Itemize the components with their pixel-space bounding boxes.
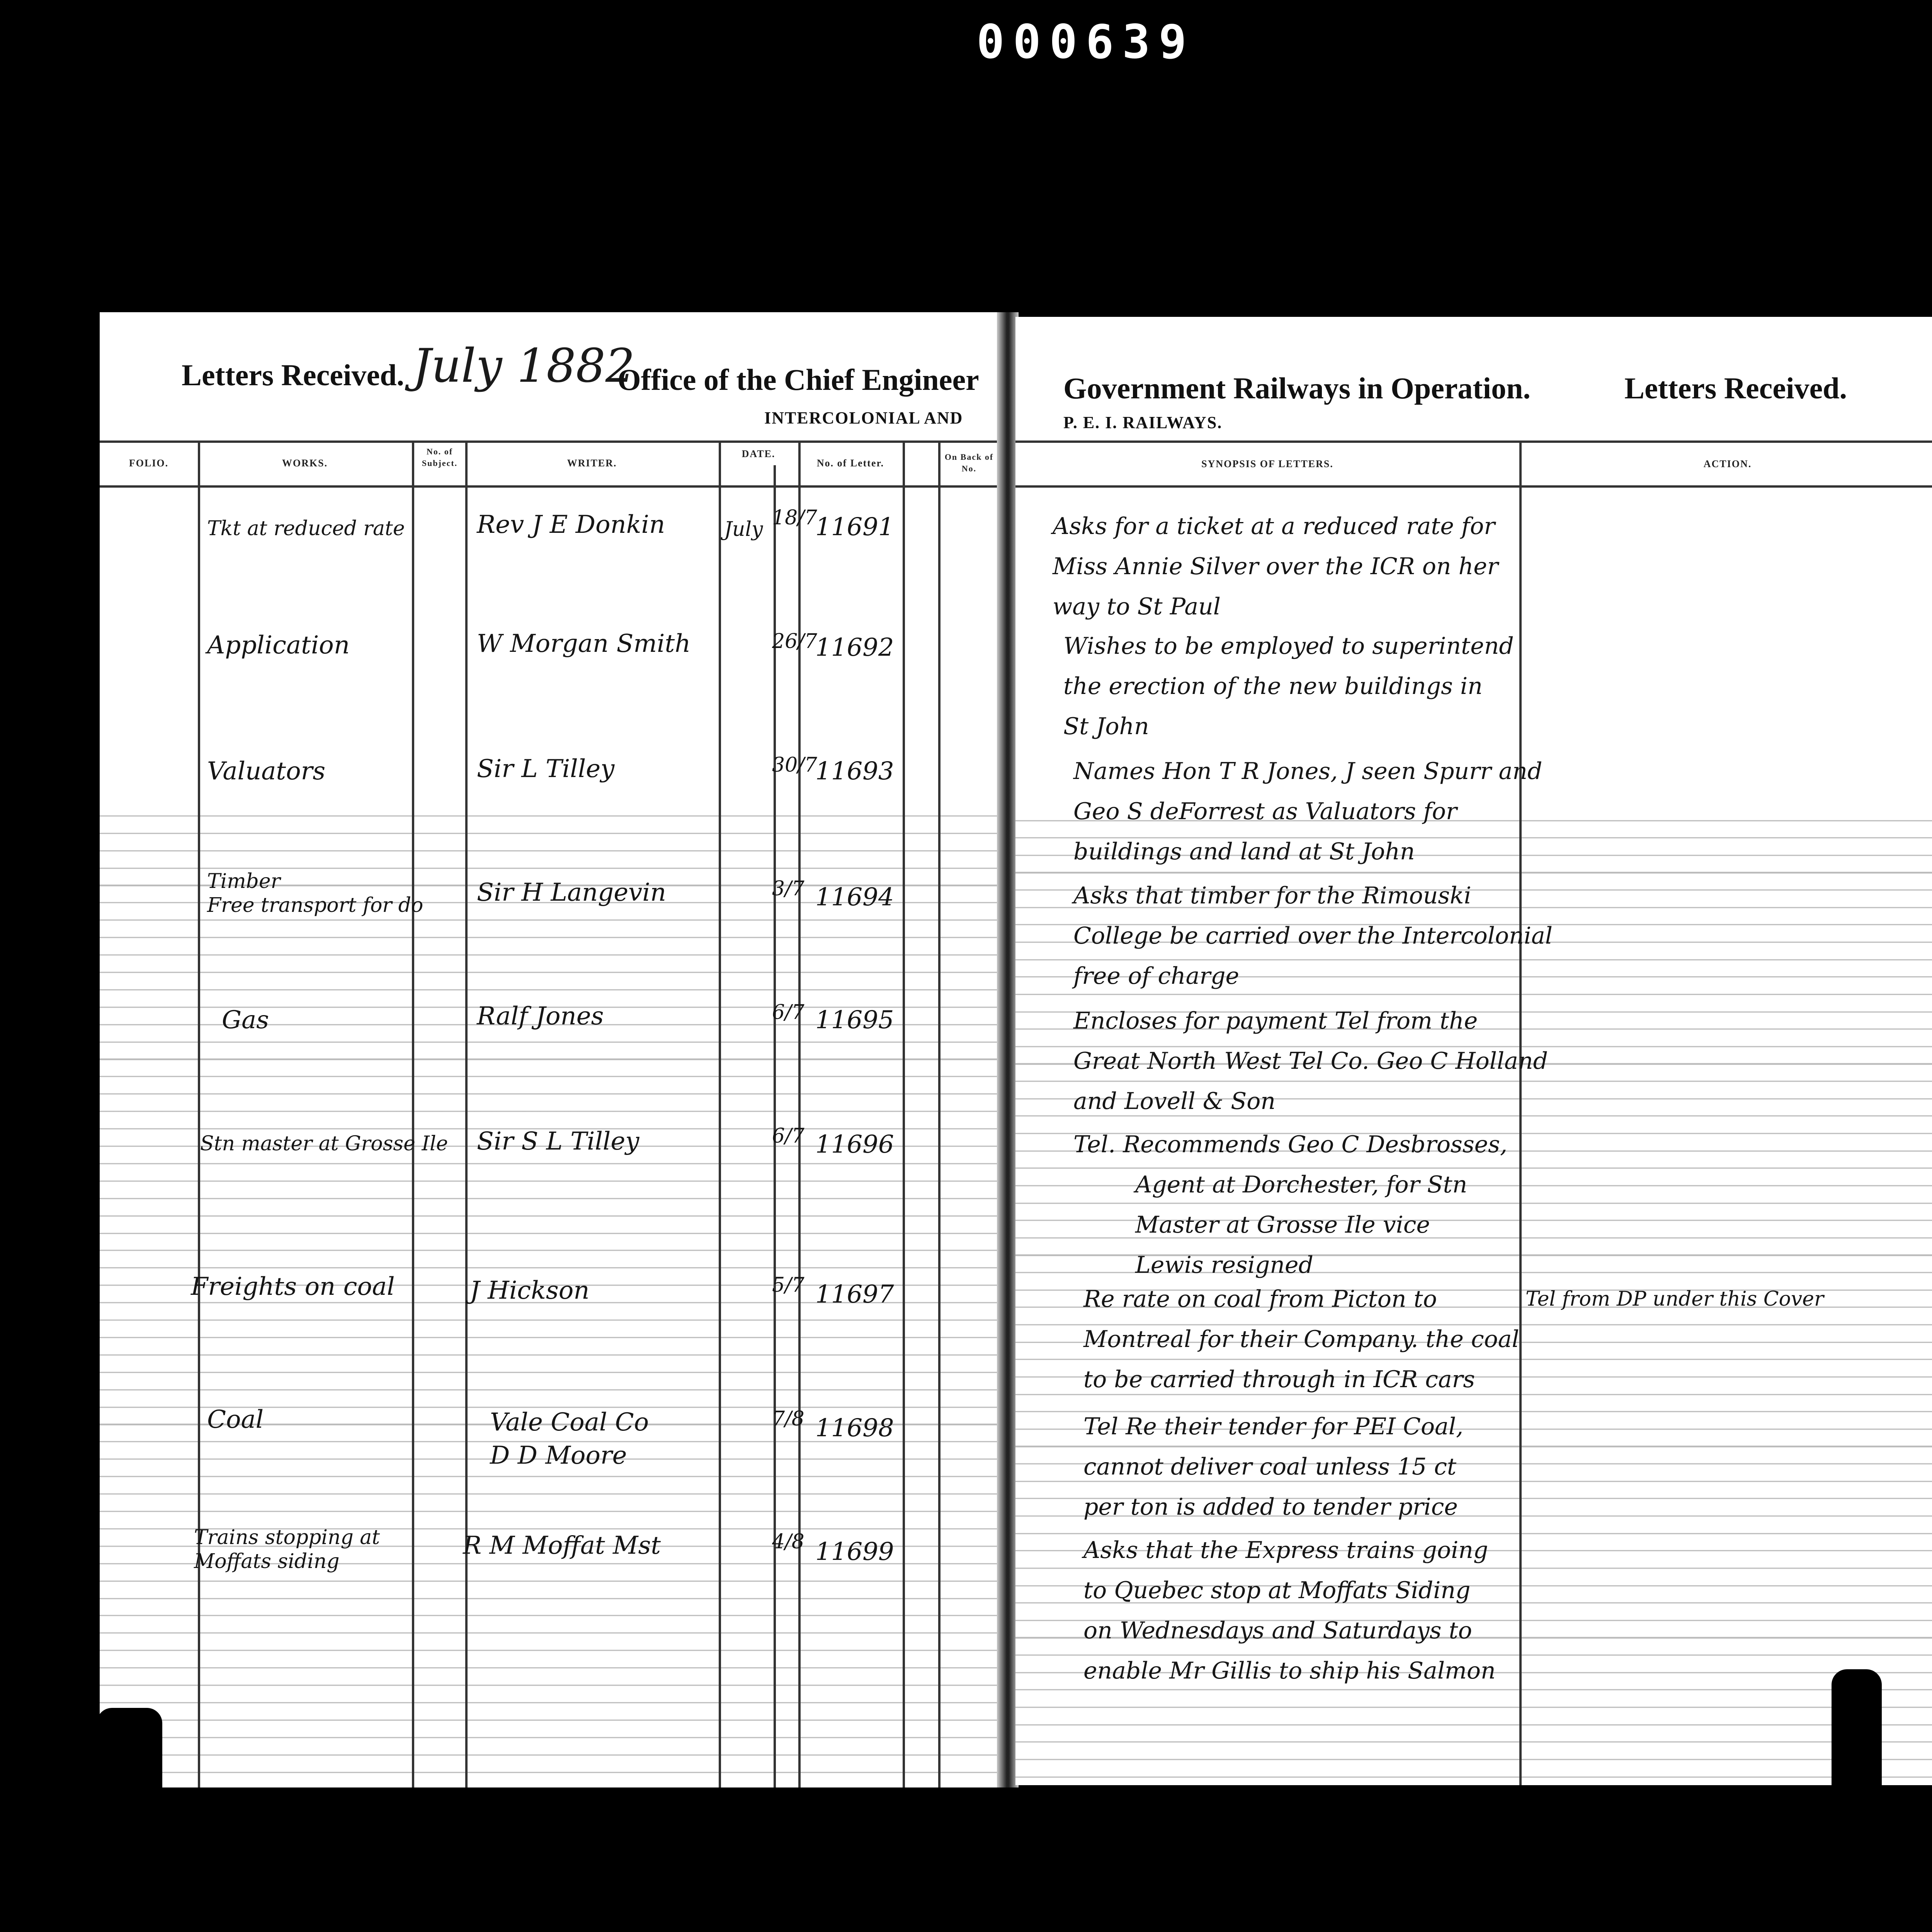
header-rule-bottom bbox=[1015, 485, 1932, 488]
synopsis-line: way to St Paul bbox=[1053, 593, 1221, 620]
entry-3-works: Valuators bbox=[207, 757, 326, 786]
synopsis-line: Miss Annie Silver over the ICR on her bbox=[1053, 553, 1498, 580]
entry-9-date: 4/8 bbox=[772, 1530, 804, 1553]
synopsis-line: Wishes to be employed to superintend bbox=[1063, 633, 1514, 660]
right-title-letters: Letters Received. bbox=[1624, 371, 1847, 405]
entry-1-month: July bbox=[724, 518, 763, 541]
entry-5-synopsis bbox=[1073, 1001, 1548, 1121]
entry-7-date: 5/7 bbox=[772, 1274, 804, 1297]
entry-5-date: 6/7 bbox=[772, 1001, 804, 1024]
col-letter-no: No. of Letter. bbox=[816, 457, 884, 469]
col-date: DATE. bbox=[742, 448, 776, 459]
page-clip-left bbox=[97, 1708, 162, 1787]
entry-8-synopsis bbox=[1083, 1406, 1463, 1527]
entry-7-letter: 11697 bbox=[815, 1280, 894, 1309]
entry-8-date: 7/8 bbox=[772, 1407, 804, 1430]
synopsis-line: Tel Re their tender for PEI Coal, bbox=[1083, 1413, 1464, 1440]
entry-1-works: Tkt at reduced rate bbox=[207, 517, 405, 540]
ledger-right-page bbox=[1015, 317, 1932, 1785]
header-rule-top bbox=[100, 440, 1000, 443]
left-title-date: July 1882 bbox=[413, 339, 635, 393]
entry-5-letter: 11695 bbox=[815, 1006, 894, 1034]
entry-8-letter: 11698 bbox=[815, 1414, 894, 1442]
col-synopsis: SYNOPSIS OF LETTERS. bbox=[1201, 458, 1333, 469]
left-subtitle: INTERCOLONIAL AND bbox=[764, 408, 963, 427]
entry-3-date: 30/7 bbox=[772, 753, 817, 777]
entry-6-writer: Sir S L Tilley bbox=[477, 1127, 639, 1156]
column-rule bbox=[903, 440, 905, 1787]
synopsis-line: Montreal for their Company. the coal bbox=[1083, 1326, 1519, 1353]
entry-4-synopsis bbox=[1073, 876, 1553, 996]
column-rule bbox=[465, 440, 468, 1787]
synopsis-line: Great North West Tel Co. Geo C Holland bbox=[1073, 1048, 1548, 1075]
col-works: WORKS. bbox=[282, 457, 328, 469]
synopsis-line: College be carried over the Intercolonial bbox=[1073, 922, 1553, 949]
frame-number: 000639 bbox=[976, 15, 1195, 69]
synopsis-line: Agent at Dorchester, for Stn bbox=[1135, 1171, 1468, 1198]
col-on-back: On Back of No. bbox=[944, 452, 994, 473]
entry-6-works: Stn master at Grosse Ile bbox=[200, 1132, 448, 1155]
left-title-office: Office of the Chief Engineer bbox=[617, 363, 979, 396]
synopsis-line: to be carried through in ICR cars bbox=[1083, 1366, 1475, 1393]
entry-7-writer: J Hickson bbox=[470, 1276, 590, 1305]
entry-6-synopsis bbox=[1073, 1124, 1507, 1285]
synopsis-line: buildings and land at St John bbox=[1073, 838, 1415, 865]
synopsis-line: Tel. Recommends Geo C Desbrosses, bbox=[1073, 1131, 1508, 1158]
synopsis-line: Lewis resigned bbox=[1135, 1252, 1313, 1279]
synopsis-line: Re rate on coal from Picton to bbox=[1083, 1286, 1437, 1313]
header-rule-bottom bbox=[100, 485, 1000, 488]
entry-7-synopsis bbox=[1083, 1279, 1519, 1400]
ledger-left-page bbox=[100, 312, 1000, 1787]
header-rule-top bbox=[1015, 440, 1932, 443]
synopsis-line: the erection of the new buildings in bbox=[1063, 673, 1483, 700]
synopsis-line: Names Hon T R Jones, J seen Spurr and bbox=[1073, 758, 1543, 785]
synopsis-line: cannot deliver coal unless 15 ct bbox=[1083, 1453, 1456, 1480]
entry-4-date: 3/7 bbox=[772, 877, 804, 900]
entry-3-synopsis bbox=[1073, 751, 1542, 872]
col-writer: WRITER. bbox=[567, 457, 617, 469]
entry-2-synopsis bbox=[1063, 626, 1514, 747]
entry-1-writer: Rev J E Donkin bbox=[477, 510, 665, 539]
entry-9-letter: 11699 bbox=[815, 1537, 894, 1566]
column-rule bbox=[938, 440, 940, 1787]
synopsis-line: Asks that the Express trains going bbox=[1083, 1537, 1488, 1564]
entry-2-letter: 11692 bbox=[815, 633, 894, 662]
synopsis-line: Master at Grosse Ile vice bbox=[1135, 1211, 1430, 1238]
entry-2-works: Application bbox=[207, 631, 350, 660]
entry-4-letter: 11694 bbox=[815, 883, 894, 912]
synopsis-line: enable Mr Gillis to ship his Salmon bbox=[1083, 1657, 1496, 1684]
entry-5-writer: Ralf Jones bbox=[477, 1002, 604, 1031]
entry-6-letter: 11696 bbox=[815, 1130, 894, 1159]
entry-7-action: Tel from DP under this Cover bbox=[1526, 1287, 1824, 1311]
column-rule bbox=[412, 440, 414, 1787]
entry-9-works: Trains stopping at Moffats siding bbox=[194, 1526, 380, 1573]
entry-1-date: 18/7 bbox=[772, 506, 817, 529]
right-subtitle: P. E. I. RAILWAYS. bbox=[1063, 413, 1223, 432]
entry-8-works: Coal bbox=[207, 1405, 264, 1434]
entry-7-works: Freights on coal bbox=[191, 1272, 395, 1301]
synopsis-line: Asks that timber for the Rimouski bbox=[1073, 882, 1471, 909]
entry-5-works: Gas bbox=[222, 1006, 269, 1034]
synopsis-line: free of charge bbox=[1073, 963, 1239, 990]
entry-2-writer: W Morgan Smith bbox=[477, 629, 691, 658]
entry-2-date: 26/7 bbox=[772, 630, 817, 653]
page-clip-right bbox=[1832, 1669, 1882, 1785]
entry-9-writer: R M Moffat Mst bbox=[463, 1531, 661, 1560]
column-rule bbox=[719, 440, 721, 1787]
synopsis-line: per ton is added to tender price bbox=[1083, 1493, 1458, 1520]
entry-1-synopsis bbox=[1053, 506, 1498, 627]
right-title: Government Railways in Operation. bbox=[1063, 371, 1531, 405]
column-rule bbox=[198, 440, 200, 1787]
synopsis-line: to Quebec stop at Moffats Siding bbox=[1083, 1577, 1471, 1604]
synopsis-line: and Lovell & Son bbox=[1073, 1088, 1276, 1115]
col-folio: FOLIO. bbox=[129, 457, 169, 469]
entry-3-writer: Sir L Tilley bbox=[477, 755, 615, 783]
entry-1-letter: 11691 bbox=[815, 513, 894, 541]
synopsis-line: Asks for a ticket at a reduced rate for bbox=[1053, 513, 1495, 540]
col-subject: No. of Subject. bbox=[422, 447, 458, 468]
entry-8-writer: Vale Coal Co D D Moore bbox=[490, 1408, 649, 1470]
entry-6-date: 6/7 bbox=[772, 1124, 804, 1148]
entry-3-letter: 11693 bbox=[815, 757, 894, 786]
left-title: Letters Received. bbox=[182, 358, 405, 392]
entry-4-works: Timber Free transport for do bbox=[207, 870, 423, 917]
synopsis-line: Encloses for payment Tel from the bbox=[1073, 1007, 1478, 1034]
col-action: ACTION. bbox=[1703, 458, 1752, 469]
synopsis-line: on Wednesdays and Saturdays to bbox=[1083, 1617, 1472, 1644]
entry-4-writer: Sir H Langevin bbox=[477, 878, 666, 907]
entry-9-synopsis bbox=[1083, 1530, 1496, 1691]
synopsis-line: Geo S deForrest as Valuators for bbox=[1073, 798, 1457, 825]
synopsis-line: St John bbox=[1063, 713, 1149, 740]
